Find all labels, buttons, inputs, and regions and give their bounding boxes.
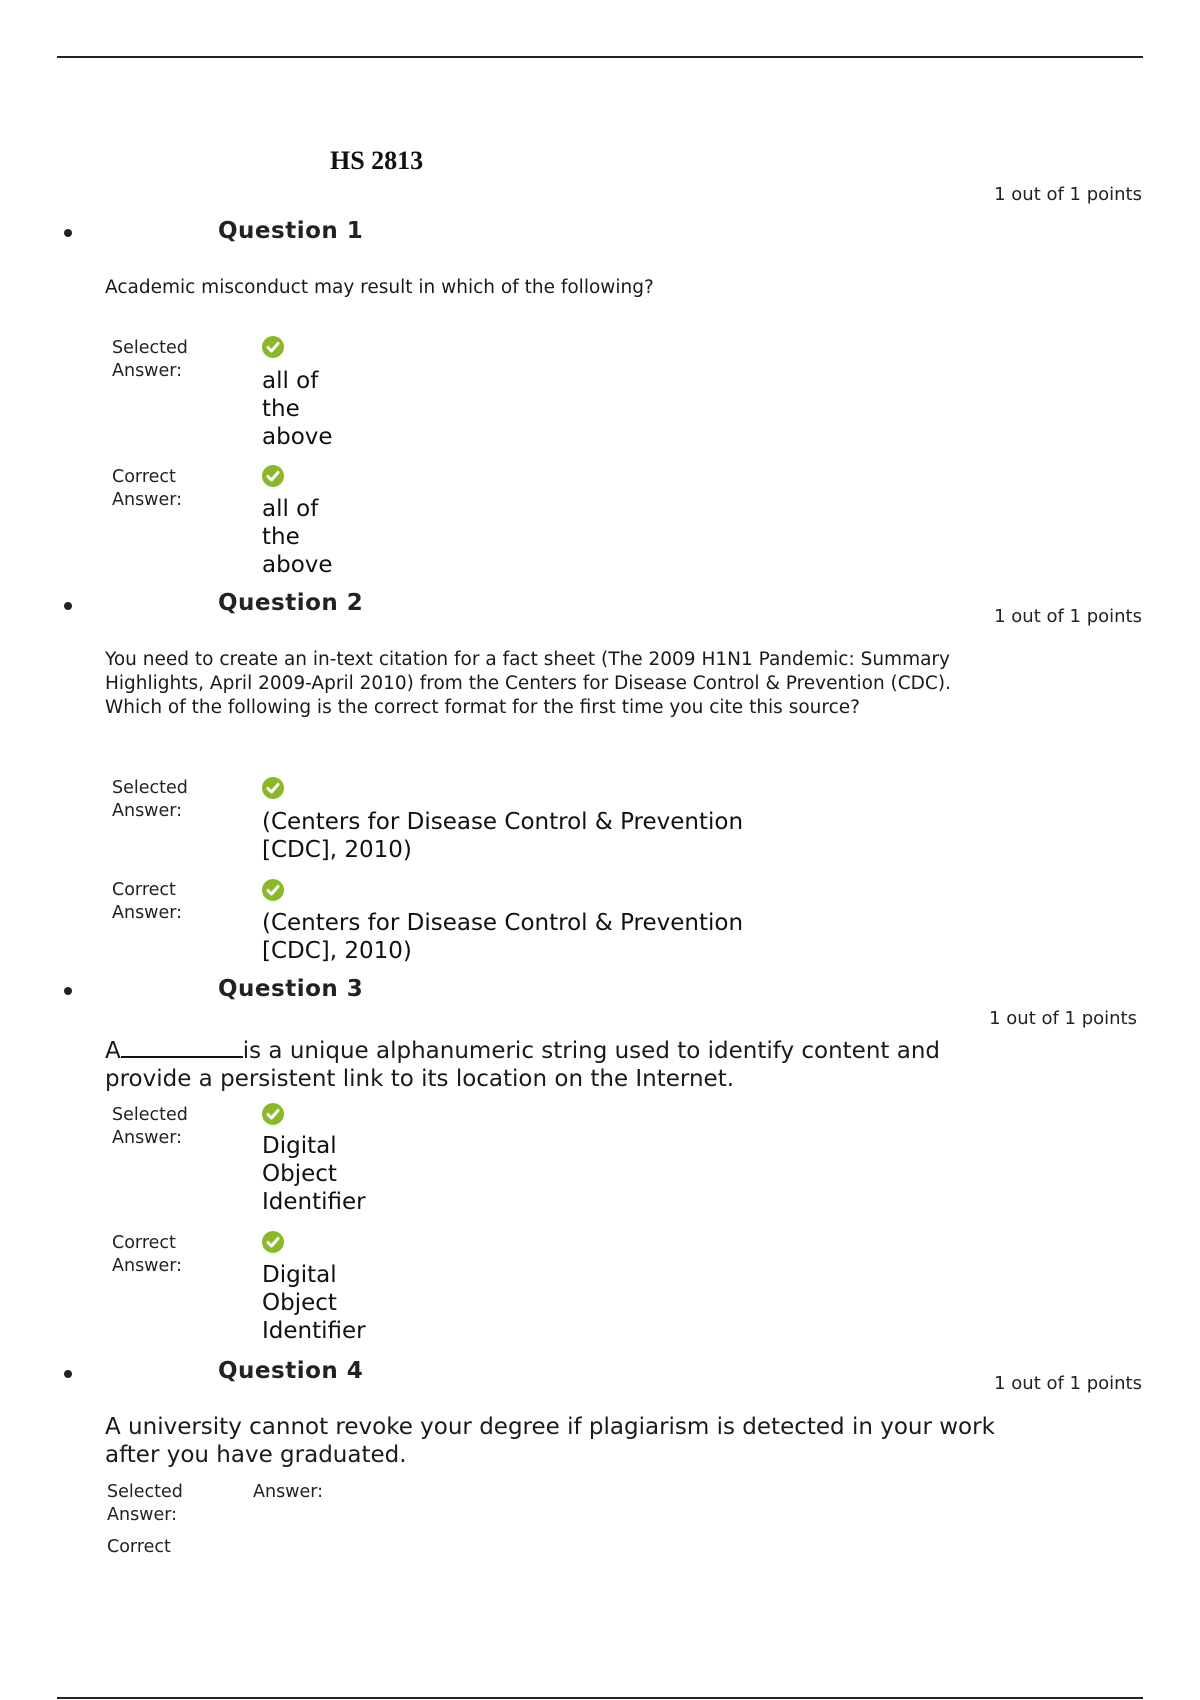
bullet-q2 (64, 602, 72, 610)
question-3-text (105, 1034, 1005, 1093)
question-1-text: Academic misconduct may result in which of the following? (105, 277, 654, 298)
bullet-q4 (64, 1370, 72, 1378)
q2-correct-check-icon (262, 879, 284, 901)
q1-correct-check-icon (262, 465, 284, 487)
q3-correct-answer: Digital Object Identifier (262, 1262, 366, 1344)
q3-correct-check-icon (262, 1231, 284, 1253)
q1-selected-label: Selected Answer: (112, 338, 188, 381)
q4-selected-label: Selected Answer: (107, 1482, 183, 1525)
q3-blank (121, 1034, 243, 1058)
question-4-title: Question 4 (218, 1358, 364, 1384)
bullet-q1 (64, 229, 72, 237)
points-q3: 1 out of 1 points (989, 1008, 1137, 1029)
q3-selected-answer: Digital Object Identifier (262, 1133, 366, 1215)
q2-selected-check-icon (262, 777, 284, 799)
question-4-text: A university cannot revoke your degree if plagiarism is detected in your work after you have graduated. (105, 1414, 995, 1468)
bottom-rule (57, 1697, 1143, 1699)
q4-correct-label: Correct (107, 1537, 171, 1557)
q2-selected-answer: (Centers for Disease Control & Prevention [CDC], 2010) (262, 809, 744, 863)
bullet-q3 (64, 987, 72, 995)
q3-text-suffix: is a unique alphanumeric string used to identify content and provide a persistent link to its location on the Internet. (105, 1038, 941, 1092)
points-q4: 1 out of 1 points (994, 1373, 1142, 1394)
points-q1: 1 out of 1 points (994, 184, 1142, 205)
q4-answer-label: Answer: (253, 1482, 324, 1502)
q2-correct-answer: (Centers for Disease Control & Prevention [CDC], 2010) (262, 910, 744, 964)
top-rule (57, 56, 1143, 58)
q1-selected-answer: all of the above (262, 368, 333, 450)
question-2-text: You need to create an in-text citation for a fact sheet (The 2009 H1N1 Pandemic: Summary Highlights, April 2009-April 2010) from the Centers for Disease Control & Prevention (CDC). Which of the following is the correct format for the first time you cite this source? (105, 649, 951, 718)
course-title: HS 2813 (330, 146, 424, 175)
q3-selected-label: Selected Answer: (112, 1105, 188, 1148)
q3-text-prefix: A (105, 1038, 121, 1064)
q1-correct-label: Correct Answer: (112, 467, 183, 510)
q2-correct-label: Correct Answer: (112, 880, 183, 923)
q3-selected-check-icon (262, 1103, 284, 1125)
points-q2: 1 out of 1 points (994, 606, 1142, 627)
question-2-title: Question 2 (218, 590, 364, 616)
q3-correct-label: Correct Answer: (112, 1233, 183, 1276)
question-1-title: Question 1 (218, 218, 364, 244)
question-3-title: Question 3 (218, 976, 364, 1002)
q2-selected-label: Selected Answer: (112, 778, 188, 821)
q1-correct-answer: all of the above (262, 496, 333, 578)
q1-selected-check-icon (262, 336, 284, 358)
